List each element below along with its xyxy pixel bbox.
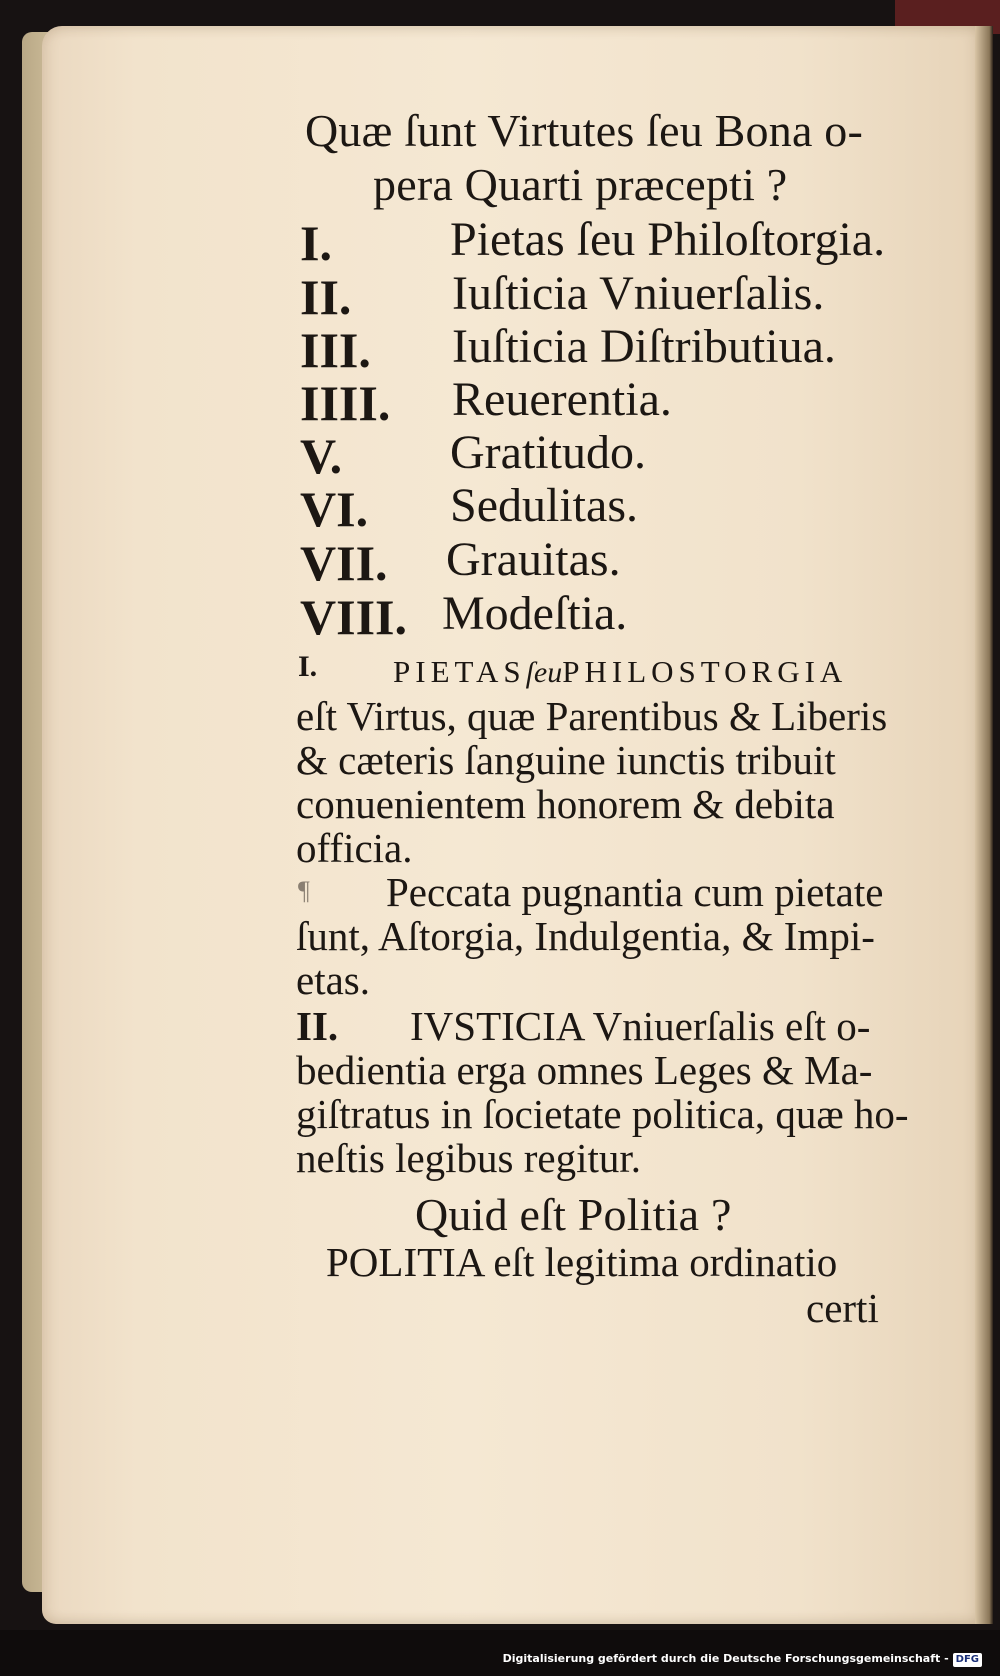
virtue-numeral: I. xyxy=(300,215,332,271)
virtue-name: Reuerentia. xyxy=(452,373,672,426)
virtue-numeral: VI. xyxy=(300,481,369,537)
virtue-name: Grauitas. xyxy=(446,533,621,586)
term-pietas: PIETAS xyxy=(393,654,526,689)
catchword: certi xyxy=(806,1285,879,1331)
section-numeral: II. xyxy=(296,1003,339,1049)
paragraph-marker: ¶ xyxy=(298,876,310,905)
virtue-numeral: VIII. xyxy=(300,589,407,645)
heading-line-2: pera Quarti præcepti ? xyxy=(373,159,788,210)
pietas-line: & cæteris ſanguine iunctis tribuit xyxy=(296,737,836,783)
section-term xyxy=(393,656,847,688)
virtue-numeral: III. xyxy=(300,322,371,378)
virtue-name: Iuſticia Diſtributiua. xyxy=(452,320,836,373)
page-fore-edge xyxy=(975,26,993,1624)
dfg-logo-icon: DFG xyxy=(953,1653,982,1667)
virtue-name: Pietas ſeu Philoſtorgia. xyxy=(450,213,886,266)
iusticia-line: bedientia erga omnes Leges & Ma- xyxy=(296,1047,873,1093)
pietas-line: conuenientem honorem & debita xyxy=(296,781,835,827)
section-numeral: I. xyxy=(298,650,318,683)
virtue-numeral: V. xyxy=(300,428,343,484)
term-seu: ſeu xyxy=(525,656,563,689)
iusticia-line: giſtratus in ſocietate politica, quæ ho- xyxy=(296,1091,909,1137)
virtue-name: Gratitudo. xyxy=(450,426,646,479)
peccata-line: Peccata pugnantia cum pietate xyxy=(386,869,884,915)
peccata-line: ſunt, Aſtorgia, Indulgentia, & Impi- xyxy=(296,913,875,959)
iusticia-line: IVSTICIA Vniuerſalis eſt o- xyxy=(410,1003,871,1049)
virtue-name: Iuſticia Vniuerſalis. xyxy=(452,267,825,320)
iusticia-line: neſtis legibus regitur. xyxy=(296,1135,642,1181)
pietas-line: officia. xyxy=(296,825,413,871)
peccata-line: etas. xyxy=(296,957,370,1003)
virtue-name: Sedulitas. xyxy=(450,479,638,532)
virtue-name: Modeſtia. xyxy=(442,587,628,640)
politia-definition: POLITIA eſt legitima ordinatio xyxy=(326,1239,838,1285)
footer-credit-text: Digitalisierung gefördert durch die Deutsche Forschungsgemeinschaft - xyxy=(502,1652,949,1665)
politia-question: Quid eſt Politia ? xyxy=(415,1189,732,1240)
virtue-numeral: VII. xyxy=(300,535,388,591)
heading-line-1: Quæ ſunt Virtutes ſeu Bona o- xyxy=(305,105,863,156)
footer-credit xyxy=(503,1652,982,1667)
virtue-numeral: IIII. xyxy=(300,375,391,431)
pietas-line: eſt Virtus, quæ Parentibus & Liberis xyxy=(296,693,888,739)
term-philostorgia: PHILOSTORGIA xyxy=(562,654,848,689)
virtue-numeral: II. xyxy=(300,269,352,325)
